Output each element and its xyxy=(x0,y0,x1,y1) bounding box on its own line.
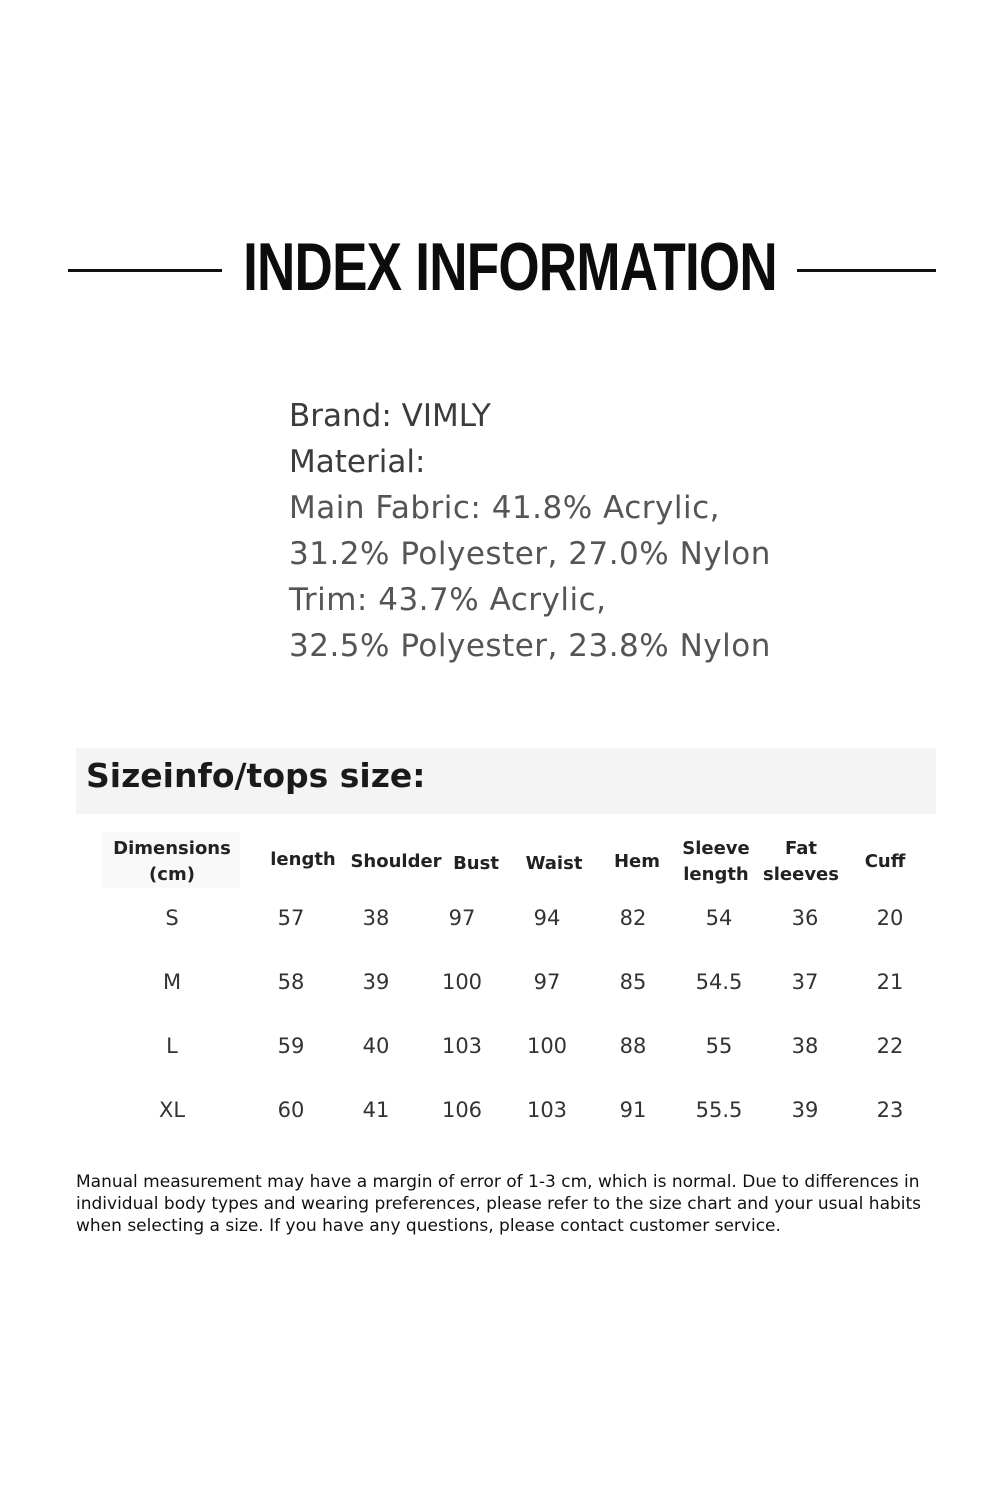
size-cell: 103 xyxy=(441,1034,483,1058)
size-column-header: Cuff xyxy=(864,851,906,872)
size-cell: 85 xyxy=(619,970,647,994)
material-line: Trim: 43.7% Acrylic, xyxy=(289,582,607,618)
size-column-header: length xyxy=(270,849,336,870)
size-cell: 97 xyxy=(533,970,561,994)
size-cell: 60 xyxy=(277,1098,305,1122)
size-cell: 37 xyxy=(791,970,819,994)
size-row-label: XL xyxy=(158,1098,186,1122)
size-cell: 100 xyxy=(526,1034,568,1058)
size-column-header: Hem xyxy=(613,851,661,872)
size-column-header: Shoulder xyxy=(350,851,442,872)
material-line: Main Fabric: 41.8% Acrylic, xyxy=(289,490,720,526)
size-cell: 23 xyxy=(876,1098,904,1122)
size-cell: 38 xyxy=(791,1034,819,1058)
size-cell: 55 xyxy=(705,1034,733,1058)
brand-line: Brand: VIMLY xyxy=(289,398,491,434)
page-title: INDEX INFORMATION xyxy=(243,229,777,305)
product-info xyxy=(289,393,771,669)
size-cell: 41 xyxy=(362,1098,390,1122)
material-line: 32.5% Polyester, 23.8% Nylon xyxy=(289,628,771,664)
size-cell: 106 xyxy=(441,1098,483,1122)
size-cell: 38 xyxy=(362,906,390,930)
size-column-header: Sleeve length xyxy=(682,838,750,885)
size-cell: 55.5 xyxy=(695,1098,743,1122)
size-column-header: Bust xyxy=(453,853,499,874)
size-column-header: Fat sleeves xyxy=(763,838,839,885)
size-cell: 94 xyxy=(533,906,561,930)
size-cell: 58 xyxy=(277,970,305,994)
size-cell: 54.5 xyxy=(695,970,743,994)
size-cell: 100 xyxy=(441,970,483,994)
size-cell: 59 xyxy=(277,1034,305,1058)
size-table-title-bar xyxy=(76,748,936,814)
size-cell: 97 xyxy=(448,906,476,930)
size-cell: 39 xyxy=(362,970,390,994)
measurement-note: Manual measurement may have a margin of error of 1-3 cm, which is normal. Due to differences in individual body types and wearing preferences, please refer to the size chart and your usual habits when selecting a size. If you have any questions, please contact customer service. xyxy=(76,1172,922,1236)
material-label: Material: xyxy=(289,444,426,480)
size-cell: 40 xyxy=(362,1034,390,1058)
size-cell: 88 xyxy=(619,1034,647,1058)
size-cell: 91 xyxy=(619,1098,647,1122)
size-cell: 54 xyxy=(705,906,733,930)
size-cell: 21 xyxy=(876,970,904,994)
size-cell: 57 xyxy=(277,906,305,930)
size-column-header: Waist xyxy=(525,853,583,874)
material-line: 31.2% Polyester, 27.0% Nylon xyxy=(289,536,771,572)
size-cell: 20 xyxy=(876,906,904,930)
size-cell: 36 xyxy=(791,906,819,930)
size-row-label: S xyxy=(165,906,179,930)
size-cell: 39 xyxy=(791,1098,819,1122)
size-column-header: Dimensions (cm) xyxy=(113,838,231,885)
size-row-label: L xyxy=(166,1034,178,1058)
size-cell: 103 xyxy=(526,1098,568,1122)
size-cell: 22 xyxy=(876,1034,904,1058)
size-cell: 82 xyxy=(619,906,647,930)
size-table-title: Sizeinfo/tops size: xyxy=(86,756,426,795)
title-rule-right xyxy=(797,269,936,272)
size-row-label: M xyxy=(162,970,182,994)
